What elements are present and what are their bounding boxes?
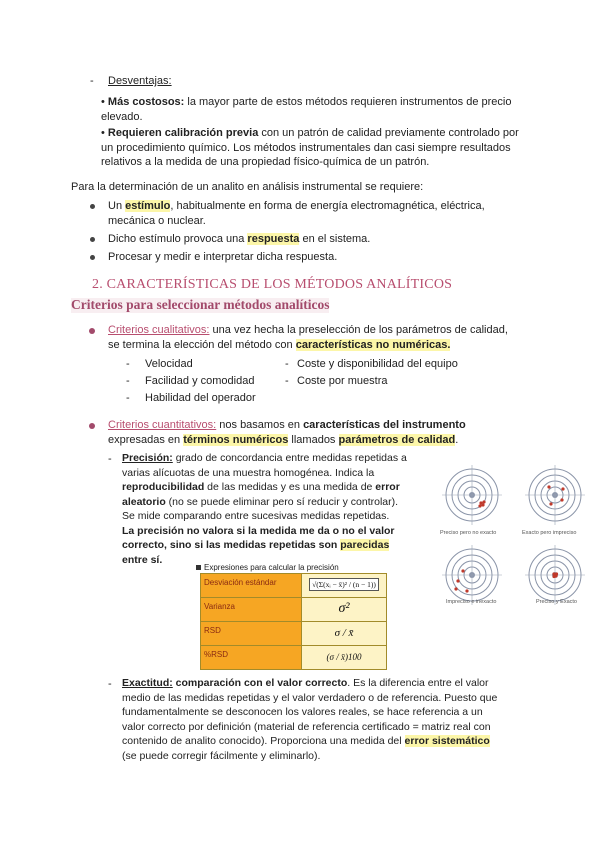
desventaja-item-calibracion: • Requieren calibración previa con un patrón de calidad previamente controlado por un procedimiento químico. Los métodos instrumentales dan casi siempre resultados relativos a la medida de una propiedad físico-química de un patrón. bbox=[101, 127, 519, 168]
bullet-icon bbox=[90, 237, 95, 242]
bullet-icon bbox=[89, 423, 95, 429]
table-cell-label: Varianza bbox=[201, 598, 302, 622]
table-row bbox=[201, 646, 387, 670]
target-accurate-imprecise bbox=[525, 465, 585, 525]
small-bullet-icon: • bbox=[101, 127, 108, 139]
precision-table-title: Expresiones para calcular la precisión bbox=[196, 561, 339, 576]
criterion-item: Coste y disponibilidad del equipo bbox=[297, 358, 458, 370]
criterion-item: Coste por muestra bbox=[297, 375, 388, 387]
intro-bullet-procesar: Procesar y medir e interpretar dicha respuesta. bbox=[108, 251, 338, 263]
bullet-icon bbox=[89, 328, 95, 334]
dash-marker: - bbox=[126, 358, 130, 370]
target-precise-inexact bbox=[442, 465, 502, 525]
target-label: Exacto pero impreciso bbox=[522, 530, 577, 536]
dash-marker: - bbox=[126, 375, 130, 387]
exactitud-paragraph: Exactitud: comparación con el valor correcto. Es la diferencia entre el valor medio de las medidas repetidas y el valor verdadero o de referencia. Puesto que fundamentalmente se desconocen los valores reales, se hace referencia a un valor correcto por definición (material de referencia certificado = matriz real con contenido de analito conocido). Proporciona una medida del error sistemático (se puede corregir fácilmente y eliminarlo). bbox=[122, 677, 498, 762]
bullet-icon bbox=[90, 255, 95, 260]
intro-bullet-respuesta: Dicho estímulo provoca una respuesta en el sistema. bbox=[108, 233, 371, 245]
dash-marker: - bbox=[108, 453, 112, 465]
section-title: 2. CARACTERÍSTICAS DE LOS MÉTODOS ANALÍTICOS bbox=[92, 277, 453, 292]
table-row bbox=[201, 574, 387, 598]
dash-marker: - bbox=[90, 75, 94, 87]
precision-table bbox=[200, 573, 387, 670]
target-label: Preciso y Exacto bbox=[536, 599, 577, 605]
target-label: Impreciso e inexacto bbox=[446, 599, 497, 605]
table-cell-formula: (σ / x̄)100 bbox=[302, 646, 387, 670]
precision-paragraph: Precisión: grado de concordancia entre medidas repetidas a varias alícuotas de una muestra homogénea. Indica la reproducibilidad de las medidas y es una medida de error aleatorio (no se puede eliminar pero sí reducir y controlar). Se mide comparando entre sucesivas medidas repetidas. La precisión no valora si la medida me da o no el valor correcto, sino si las medidas repetidas son parecidas entre sí. bbox=[122, 452, 407, 566]
table-row bbox=[201, 622, 387, 646]
target-label: Preciso pero no exacto bbox=[440, 530, 497, 536]
cualitativos-paragraph: Criterios cualitativos: una vez hecha la preselección de los parámetros de calidad, se termina la elección del método con características no numéricas. bbox=[108, 324, 508, 351]
section-subtitle: Criterios para seleccionar métodos analíticos bbox=[71, 297, 330, 312]
small-bullet-icon: • bbox=[101, 96, 108, 108]
table-cell-formula: √(Σ(xᵢ − x̄)² / (n − 1)) bbox=[302, 574, 387, 598]
criterion-item: Habilidad del operador bbox=[145, 392, 256, 404]
dash-marker: - bbox=[126, 392, 130, 404]
cuantitativos-paragraph: Criterios cuantitativos: nos basamos en características del instrumento expresadas en términos numéricos llamados parámetros de calidad. bbox=[108, 419, 466, 446]
square-bullet-icon bbox=[196, 565, 201, 570]
table-row bbox=[201, 598, 387, 622]
table-cell-label: Desviación estándar bbox=[201, 574, 302, 598]
desventajas-heading: Desventajas: bbox=[108, 75, 172, 87]
desventaja-item-costosos: • Más costosos: la mayor parte de estos métodos requieren instrumentos de precio elevado. bbox=[101, 96, 512, 123]
table-cell-formula: σ / x̄ bbox=[302, 622, 387, 646]
dash-marker: - bbox=[285, 375, 289, 387]
bullet-icon bbox=[90, 204, 95, 209]
dash-marker: - bbox=[285, 358, 289, 370]
table-cell-label: RSD bbox=[201, 622, 302, 646]
intro-text: Para la determinación de un analito en análisis instrumental se requiere: bbox=[71, 181, 424, 193]
criterion-item: Facilidad y comodidad bbox=[145, 375, 255, 387]
table-cell-label: %RSD bbox=[201, 646, 302, 670]
intro-bullet-estimulo: Un estímulo, habitualmente en forma de energía electromagnética, eléctrica, mecánica o nuclear. bbox=[108, 200, 485, 227]
dash-marker: - bbox=[108, 678, 112, 690]
table-cell-formula: σ² bbox=[302, 598, 387, 622]
criterion-item: Velocidad bbox=[145, 358, 193, 370]
